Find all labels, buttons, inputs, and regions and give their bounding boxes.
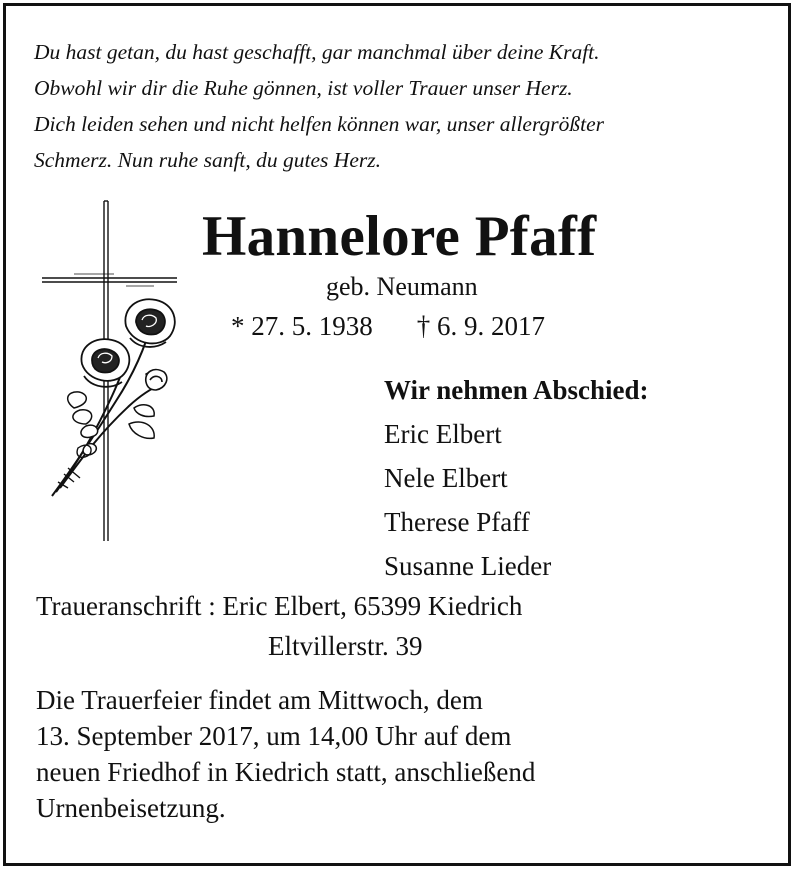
- maiden-name: geb. Neumann: [326, 272, 478, 301]
- family-member: Nele Elbert: [384, 463, 508, 493]
- service-line: neuen Friedhof in Kiedrich statt, anschließend: [36, 757, 536, 787]
- family-member: Therese Pfaff: [384, 507, 530, 537]
- memorial-poem: [34, 34, 779, 178]
- family-section: [384, 368, 649, 588]
- family-member: Eric Elbert: [384, 419, 502, 449]
- poem-line: Schmerz. Nun ruhe sanft, du gutes Herz.: [34, 148, 381, 172]
- deceased-name: Hannelore Pfaff: [202, 205, 597, 268]
- poem-line: Obwohl wir dir die Ruhe gönnen, ist voller Trauer unser Herz.: [34, 76, 573, 100]
- funeral-service-info: [36, 682, 535, 826]
- cross-with-roses-icon: [34, 196, 184, 551]
- birth-date: * 27. 5. 1938: [231, 311, 373, 341]
- life-dates: [231, 311, 545, 342]
- address-street: Eltvillerstr. 39: [268, 631, 423, 661]
- address-line: Traueranschrift : Eric Elbert, 65399 Kiedrich: [36, 591, 523, 621]
- service-line: 13. September 2017, um 14,00 Uhr auf dem: [36, 721, 512, 751]
- poem-line: Du hast getan, du hast geschafft, gar manchmal über deine Kraft.: [34, 40, 600, 64]
- poem-line: Dich leiden sehen und nicht helfen können war, unser allergrößter: [34, 112, 605, 136]
- mourning-address: [36, 586, 522, 666]
- obituary-card: [3, 3, 791, 866]
- service-line: Die Trauerfeier findet am Mittwoch, dem: [36, 685, 483, 715]
- family-heading: Wir nehmen Abschied:: [384, 375, 649, 405]
- death-date: † 6. 9. 2017: [416, 311, 545, 341]
- service-line: Urnenbeisetzung.: [36, 793, 226, 823]
- family-member: Susanne Lieder: [384, 551, 552, 581]
